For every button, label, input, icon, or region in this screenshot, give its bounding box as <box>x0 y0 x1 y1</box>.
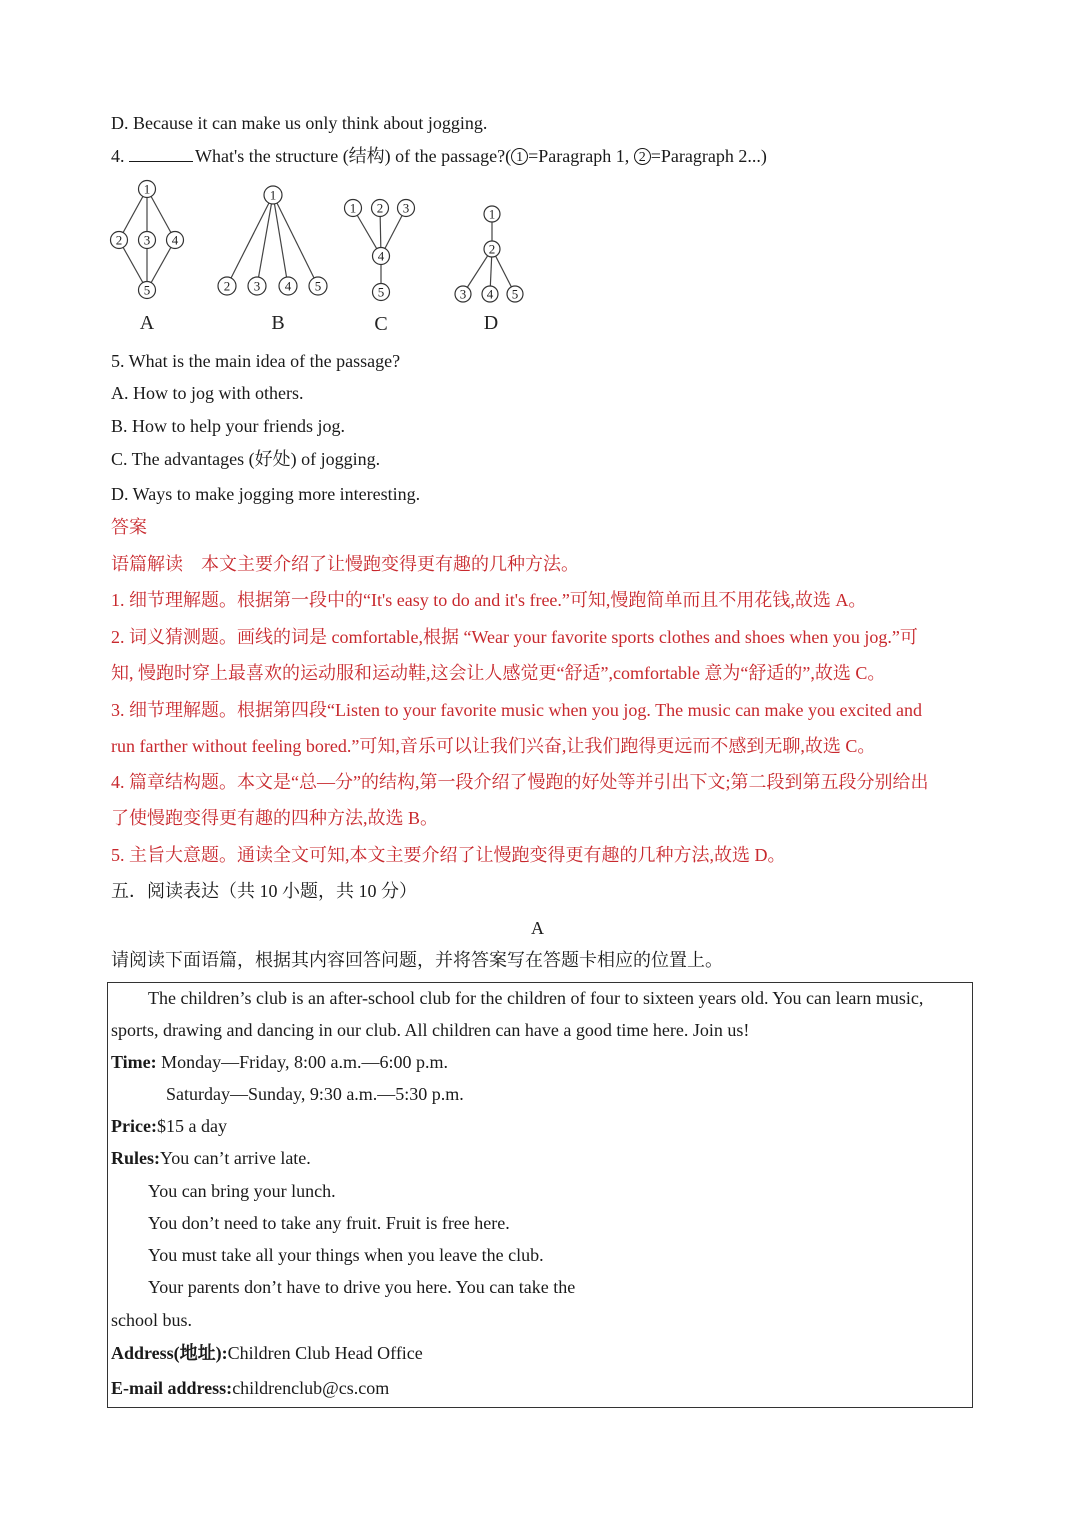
node-label: 2 <box>488 241 496 257</box>
section-5-instruction: 请阅读下面语篇，根据其内容回答问题，并将答案写在答题卡相应的位置上。 <box>111 950 723 970</box>
section-5-heading: 五．阅读表达（共 10 小题，共 10 分） <box>111 881 417 901</box>
node-label: 5 <box>143 282 151 298</box>
price-value: $15 a day <box>156 1116 227 1136</box>
diagram-label-d: D <box>483 312 499 334</box>
time-weekend: Saturday—Sunday, 9:30 a.m.—5:30 p.m. <box>166 1084 464 1104</box>
diagram-label-a: A <box>139 312 155 334</box>
answer-title: 答案 <box>111 517 147 537</box>
rule-5-line-2: school bus. <box>111 1310 192 1330</box>
node-label: 2 <box>223 278 231 294</box>
node-label: 4 <box>486 286 494 302</box>
circled-number: 1 <box>511 148 528 165</box>
q5-option-b: B. How to help your friends jog. <box>111 416 345 436</box>
rule-2: You can bring your lunch. <box>148 1181 336 1201</box>
answer-4-line-2: 了使慢跑变得更有趣的四种方法,故选 B。 <box>111 808 439 828</box>
node-label: 5 <box>511 286 519 302</box>
notice-para-line-2: sports, drawing and dancing in our club. All children can have a good time here. Join us! <box>111 1020 750 1040</box>
diagram-label-c: C <box>374 313 388 335</box>
node-label: 3 <box>143 232 151 248</box>
question-4-mid: =Paragraph 1, <box>528 146 634 166</box>
node-label: 3 <box>402 200 410 216</box>
email-value: childrenclub@cs.com <box>232 1378 390 1398</box>
answer-2-line-2: 知, 慢跑时穿上最喜欢的运动服和运动鞋,这会让人感觉更“舒适”,comfortable 意为“舒适的”,故选 C。 <box>111 663 886 683</box>
part-label: A <box>531 918 544 938</box>
answer-3-line-1: 3. 细节理解题。根据第四段“Listen to your favorite music when you jog. The music can make you excited and <box>111 700 923 720</box>
price-row <box>111 1114 227 1138</box>
rule-4: You must take all your things when you leave the club. <box>148 1245 544 1265</box>
diagram-label-b: B <box>271 312 285 334</box>
notice-para-line-1: The children’s club is an after-school club for the children of four to sixteen years old. You can learn music, <box>148 988 924 1008</box>
time-row <box>111 1050 448 1074</box>
email-row <box>111 1376 389 1400</box>
node-label: 3 <box>253 278 261 294</box>
question-4-tail: =Paragraph 2...) <box>650 146 767 166</box>
club-notice-box <box>107 982 973 1408</box>
question-4 <box>111 144 767 168</box>
answer-intro: 语篇解读 本文主要介绍了让慢跑变得更有趣的几种方法。 <box>111 554 579 574</box>
q5-option-c: C. The advantages (好处) of jogging. <box>111 449 381 469</box>
node-label: 5 <box>377 284 385 300</box>
answer-1: 1. 细节理解题。根据第一段中的“It's easy to do and it's free.”可知,慢跑简单而且不用花钱,故选 A。 <box>111 590 867 610</box>
node-label: 2 <box>376 200 384 216</box>
address-label: Address(地址): <box>111 1343 228 1363</box>
diagram-c <box>345 200 415 336</box>
node-label: 4 <box>377 248 385 264</box>
rules-label: Rules: <box>111 1148 160 1168</box>
structure-diagrams <box>105 174 535 339</box>
answer-5: 5. 主旨大意题。通读全文可知,本文主要介绍了让慢跑变得更有趣的几种方法,故选 D。 <box>111 845 786 865</box>
rule-3: You don’t need to take any fruit. Fruit is free here. <box>148 1213 510 1233</box>
node-label: 4 <box>171 232 179 248</box>
question-4-number: 4. <box>111 146 125 166</box>
node-label: 5 <box>314 278 322 294</box>
node-label: 2 <box>115 232 123 248</box>
q5-option-d: D. Ways to make jogging more interesting. <box>111 484 421 504</box>
address-value: Children Club Head Office <box>227 1343 423 1363</box>
node-label: 1 <box>488 206 496 222</box>
answer-2-line-1: 2. 词义猜测题。画线的词是 comfortable,根据 “Wear your favorite sports clothes and shoes when you jog.”可 <box>111 627 918 647</box>
time-label: Time: <box>111 1052 162 1072</box>
diagram-a <box>111 181 184 335</box>
rules-row <box>111 1146 311 1170</box>
q3-option-d: D. Because it can make us only think about jogging. <box>111 113 488 133</box>
answer-3-line-2: run farther without feeling bored.”可知,音乐可以让我们兴奋,让我们跑得更远而不感到无聊,故选 C。 <box>111 736 876 756</box>
diagram-b <box>218 186 327 334</box>
time-weekday: Monday—Friday, 8:00 a.m.—6:00 p.m. <box>161 1052 448 1072</box>
node-label: 1 <box>143 181 151 197</box>
price-label: Price: <box>111 1116 157 1136</box>
q5-option-a: A. How to jog with others. <box>111 383 304 403</box>
circled-number: 2 <box>634 148 651 165</box>
question-5-stem: 5. What is the main idea of the passage? <box>111 351 401 371</box>
email-label: E-mail address: <box>111 1378 233 1398</box>
answer-blank <box>129 146 193 162</box>
node-label: 4 <box>284 278 292 294</box>
rule-5-line-1: Your parents don’t have to drive you here. You can take the <box>148 1277 576 1297</box>
question-4-stem: What's the structure (结构) of the passage?( <box>195 146 512 166</box>
answer-4-line-1: 4. 篇章结构题。本文是“总—分”的结构,第一段介绍了慢跑的好处等并引出下文;第二段到第五段分别给出 <box>111 772 929 792</box>
rule-1: You can’t arrive late. <box>160 1148 311 1168</box>
node-label: 1 <box>349 200 357 216</box>
node-label: 1 <box>269 187 277 203</box>
node-label: 3 <box>459 286 467 302</box>
address-row <box>111 1341 423 1365</box>
diagram-d <box>455 206 523 334</box>
